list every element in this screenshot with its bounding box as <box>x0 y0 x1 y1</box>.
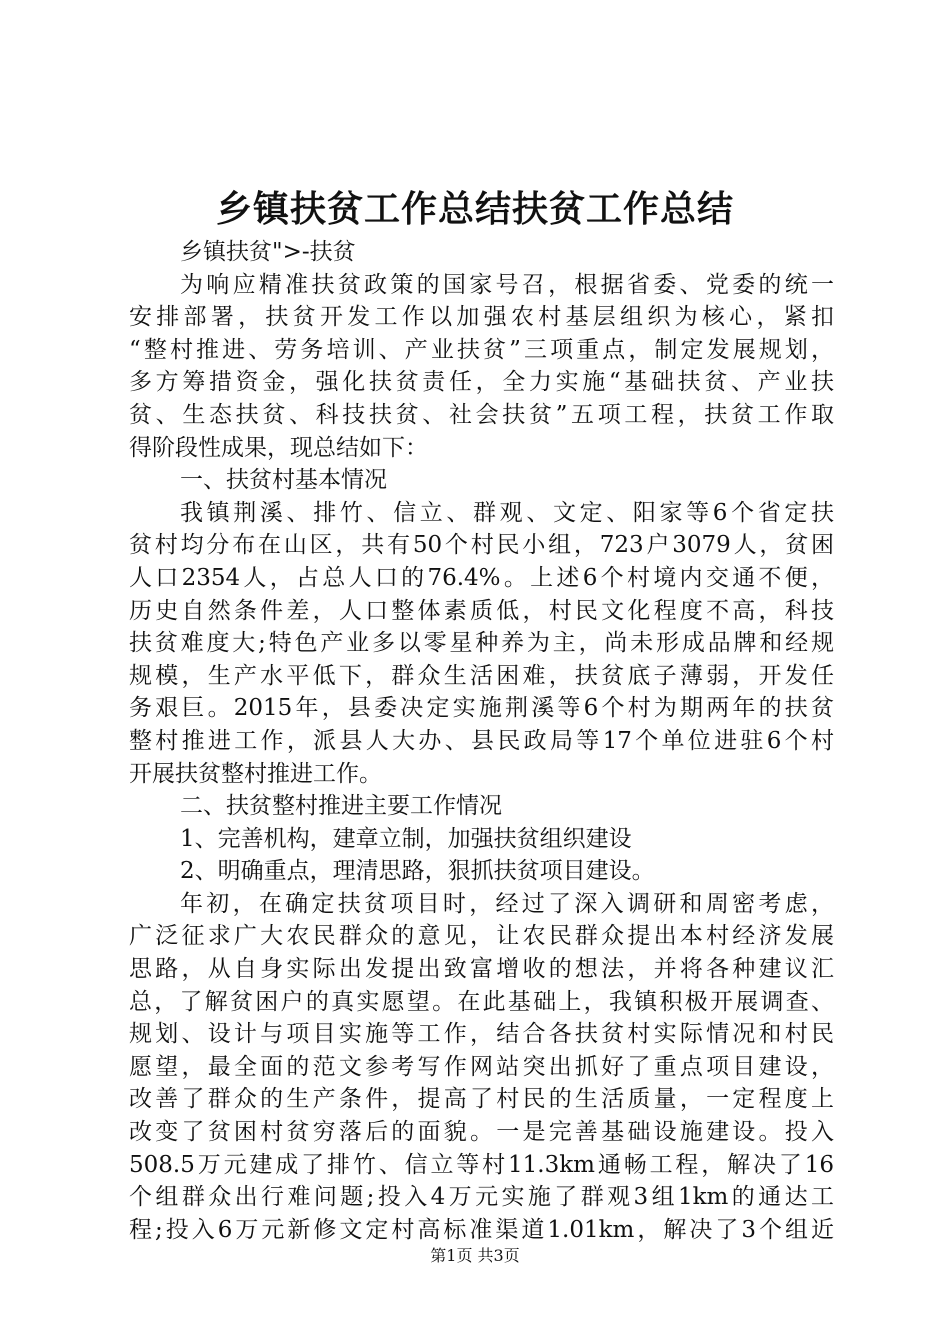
text-line: 扶贫难度大;特色产业多以零星种养为主，尚未形成品牌和经规 <box>129 630 834 657</box>
text-line: 个组群众出行难问题;投入4万元实施了群观3组1km的通达工 <box>129 1184 834 1211</box>
text-line: 规划、设计与项目实施等工作，结合各扶贫村实际情况和村民 <box>129 1021 834 1048</box>
text-line: 乡镇扶贫">-扶贫 <box>180 239 356 265</box>
text-line: 508.5万元建成了排竹、信立等村11.3km通畅工程，解决了16 <box>129 1151 834 1178</box>
text-line: 人口2354人，占总人口的76.4%。上述6个村境内交通不便， <box>129 564 834 591</box>
document-title: 乡镇扶贫工作总结扶贫工作总结 <box>215 188 734 230</box>
text-line: 年初，在确定扶贫项目时，经过了深入调研和周密考虑， <box>180 890 834 917</box>
subsection-heading: 1、完善机构，建章立制，加强扶贫组织建设 <box>180 825 632 852</box>
text-line: 程;投入6万元新修文定村高标准渠道1.01km，解决了3个组近 <box>129 1216 834 1243</box>
text-line: 贫村均分布在山区，共有50个村民小组，723户3079人，贫困 <box>129 532 834 559</box>
text-line: 安排部署，扶贫开发工作以加强农村基层组织为核心，紧扣 <box>129 304 834 331</box>
text-line: 广泛征求广大农民群众的意见，让农民群众提出本村经济发展 <box>129 923 834 950</box>
text-line: 我镇荆溪、排竹、信立、群观、文定、阳家等6个省定扶 <box>180 499 834 526</box>
text-line: 务艰巨。2015年，县委决定实施荆溪等6个村为期两年的扶贫 <box>129 695 834 722</box>
text-line: 开展扶贫整村推进工作。 <box>129 760 382 787</box>
text-line: 改变了贫困村贫穷落后的面貌。一是完善基础设施建设。投入 <box>129 1119 834 1146</box>
section-heading: 二、扶贫整村推进主要工作情况 <box>180 793 502 820</box>
text-line: 规模，生产水平低下，群众生活困难，扶贫底子薄弱，开发任 <box>129 662 834 689</box>
text-line: 总，了解贫困户的真实愿望。在此基础上，我镇积极开展调查、 <box>129 988 834 1015</box>
page-footer: 第1页 共3页 <box>430 1246 520 1265</box>
text-line: 改善了群众的生产条件，提高了村民的生活质量，一定程度上 <box>129 1086 834 1113</box>
text-line: 历史自然条件差，人口整体素质低，村民文化程度不高，科技 <box>129 597 834 624</box>
text-line: 思路，从自身实际出发提出致富增收的想法，并将各种建议汇 <box>129 956 834 983</box>
document-body <box>129 236 834 1246</box>
text-line: 得阶段性成果，现总结如下： <box>129 434 428 461</box>
text-line: 多方筹措资金，强化扶贫责任，全力实施“基础扶贫、产业扶 <box>129 369 834 396</box>
text-line: “整村推进、劳务培训、产业扶贫”三项重点，制定发展规划， <box>129 336 834 363</box>
section-heading: 一、扶贫村基本情况 <box>180 467 387 494</box>
text-line: 贫、生态扶贫、科技扶贫、社会扶贫”五项工程，扶贫工作取 <box>129 401 834 428</box>
text-line: 愿望，最全面的范文参考写作网站突出抓好了重点项目建设， <box>129 1053 834 1080</box>
text-line: 整村推进工作，派县人大办、县民政局等17个单位进驻6个村 <box>129 727 834 754</box>
subsection-heading: 2、明确重点，理清思路，狠抓扶贫项目建设。 <box>180 858 655 885</box>
text-line: 为响应精准扶贫政策的国家号召，根据省委、党委的统一 <box>180 271 834 298</box>
